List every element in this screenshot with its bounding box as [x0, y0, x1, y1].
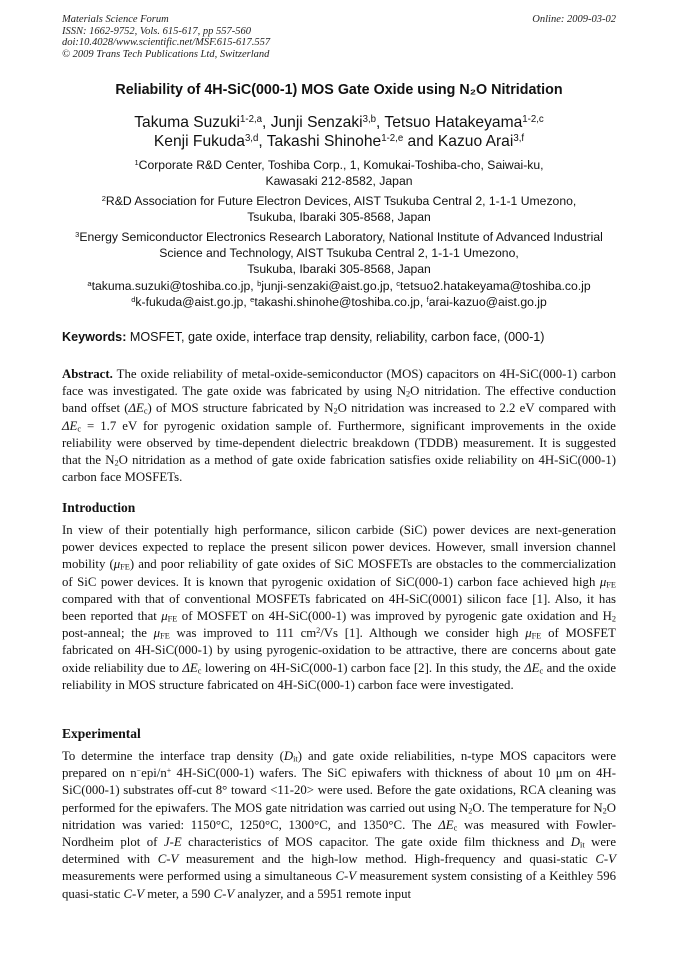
email-link[interactable]: takashi.shinohe@toshiba.co.jp: [254, 295, 420, 309]
keywords-label: Keywords:: [62, 330, 127, 344]
author-emails: $^a$takuma.suzuki@toshiba.co.jp, $^b$junji-senzaki@aist.go.jp, $^c$tetsuo2.hatakeyama@toshiba.co.jp $^d$k-fukuda@aist.go.jp, $^e$takashi.shinohe@toshiba.co.jp, $^f$arai-kazuo@aist.go.jp: [87, 279, 591, 309]
doi-line[interactable]: doi:10.4028/www.scientific.net/MSF.615-617.557: [62, 37, 271, 49]
email-link[interactable]: takuma.suzuki@toshiba.co.jp: [91, 279, 251, 293]
author-list: Takuma Suzuki$^{1-2,a}$, Junji Senzaki$^{3,b}$, Tetsuo Hatakeyama$^{1-2,c}$ Kenji Fukuda$^{3,d}$, Takashi Shinohe$^{1-2,e}$ and Kazuo Arai$^{3,f}$: [134, 114, 544, 150]
author-name: Tetsuo Hatakeyama: [384, 114, 523, 131]
issn-line: ISSN: 1662-9752, Vols. 615-617, pp 557-560: [62, 25, 251, 37]
keywords: Keywords: MOSFET, gate oxide, interface trap density, reliability, carbon face, (000-1): [62, 330, 545, 344]
paper-title: Reliability of 4H-SiC(000-1) MOS Gate Oxide using N₂O Nitridation: [115, 82, 563, 98]
author-name: Kenji Fukuda: [153, 133, 245, 150]
journal-name: Materials Science Forum: [62, 14, 169, 25]
email-link[interactable]: junji-senzaki@aist.go.jp: [261, 279, 390, 293]
affiliation-1: $^1$Corporate R&D Center, Toshiba Corp., 1, Komukai-Toshiba-cho, Saiwai-ku, Kawasaki 212-8582, Japan: [134, 158, 544, 188]
online-date: Online: 2009-03-02: [532, 14, 616, 25]
affiliation-2: $^2$R&D Association for Future Electron Devices, AIST Tsukuba Central 2, 1-1-1 Umezono, Tsukuba, Ibaraki 305-8568, Japan: [101, 194, 577, 224]
affiliation-3: $^3$Energy Semiconductor Electronics Research Laboratory, National Institute of Advanced Industrial Science and Technology, AIST Tsukuba Central 2, 1-1-1 Umezono, Tsukuba, Ibaraki 305-8568, Japan: [75, 230, 603, 276]
experimental-body: To determine the interface trap density $(D_{it})$ and gate oxide reliabilities, n-type MOS capacitors were prepared on n−epi/n+ 4H-SiC(000-1) wafers. The SiC epiwafers with thickness of about 10 μm on 4H-SiC(000-1) substrates off-cut 8° toward <11-20> were used. Before the gate oxidations, RCA cleaning was performed for the epiwafers. The MOS gate nitridation was carried out using $N_2O$. The temperature for $N_2O$ nitridation was varied: 1150°C, 1250°C, 1300°C, and 1350°C. The $\Delta E_c$ was measured with Fowler-Nordheim plot of J-E characteristics of MOS capacitor. The gate oxide film thickness and $D_{it}$ were determined with C-V measurement and the high-low method. High-frequency and quasi-static C-V measurements were performed using a simultaneous C-V measurement system consisting of a Keithley 596 quasi-static C-V meter, a 590 C-V analyzer, and a 5951 remote input: [62, 749, 617, 901]
journal-header: [62, 14, 616, 60]
email-link[interactable]: k-fukuda@aist.go.jp: [135, 295, 244, 309]
email-link[interactable]: tetsuo2.hatakeyama@toshiba.co.jp: [400, 279, 591, 293]
introduction-heading: Introduction: [62, 500, 136, 515]
author-name: Takuma Suzuki: [134, 114, 241, 131]
copyright-line: © 2009 Trans Tech Publications Ltd, Switzerland: [62, 48, 270, 60]
author-name: Kazuo Arai: [437, 133, 514, 150]
abstract-label: Abstract.: [62, 367, 113, 381]
author-name: Takashi Shinohe: [266, 133, 382, 150]
email-link[interactable]: arai-kazuo@aist.go.jp: [428, 295, 547, 309]
author-name: Junji Senzaki: [270, 114, 363, 131]
abstract: Abstract. The oxide reliability of metal-oxide-semiconductor (MOS) capacitors on 4H-SiC(000-1) carbon face was investigated. The gate oxide was fabricated by using $N_2O$ nitridation. The effective conduction band offset $(\Delta E_c)$ of MOS structure fabricated by $N_2O$ nitridation was increased to 2.2 eV compared with $\Delta E_c = 1.7$ eV for pyrogenic oxidation sample of. Furthermore, significant improvements in the oxide reliability were observed by time-dependent dielectric breakdown (TDDB) measurement. It is suggested that the $N_2O$ nitridation as a method of gate oxide fabrication satisfies oxide reliability on 4H-SiC(000-1) carbon face MOSFETs.: [62, 367, 616, 485]
introduction-body: In view of their potentially high performance, silicon carbide (SiC) power devices are next-generation power devices expected to replace the present silicon power devices. However, small inversion channel mobility $(\mu_{FE})$ and poor reliability of gate oxides of SiC MOSFETs are obstacles to the commercialization of SiC power devices. It is known that pyrogenic oxidation of SiC(000-1) carbon face achieved high $\mu_{FE}$ compared with that of conventional MOSFETs fabricated on 4H-SiC(0001) silicon face [1]. Also, it has been reported that $\mu_{FE}$ of MOSFET on 4H-SiC(000-1) was improved by pyrogenic gate oxidation and $H_2$ post-anneal; the $\mu_{FE}$ was improved to 111 $cm^2/Vs$ [1]. Although we consider high $\mu_{FE}$ of MOSFET fabricated on 4H-SiC(000-1) by using pyrogenic-oxidation to be attractive, there are concerns about gate oxide reliability due to $\Delta E_c$ lowering on 4H-SiC(000-1) carbon face [2]. In this study, the $\Delta E_c$ and the oxide reliability in MOS structure fabricated on 4H-SiC(000-1) carbon face were investigated.: [62, 523, 617, 692]
experimental-heading: Experimental: [62, 726, 141, 741]
